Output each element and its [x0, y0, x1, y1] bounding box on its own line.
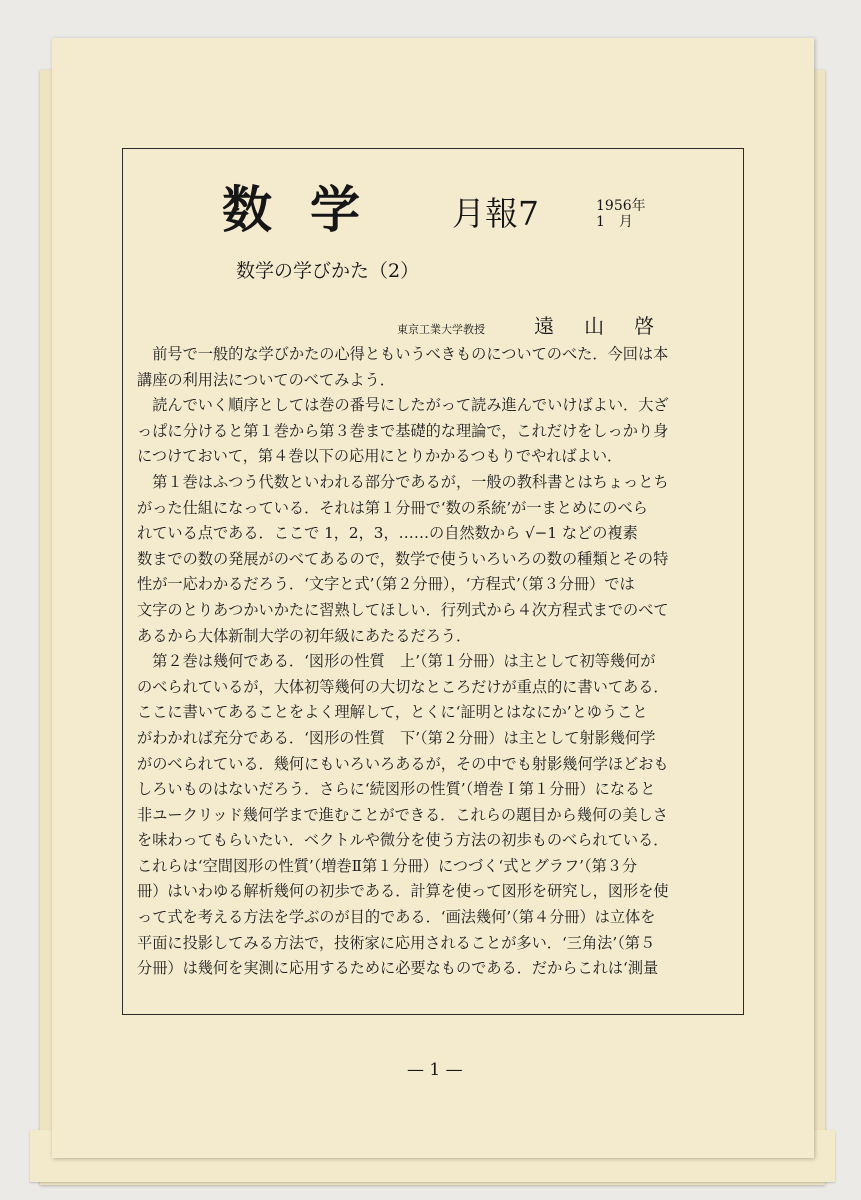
- masthead-date: [596, 198, 646, 230]
- masthead-issue: 月報7: [452, 194, 539, 233]
- body-line: を味わってもらいたい．ベクトルや微分を使う方法の初歩ものべられている．: [137, 831, 669, 850]
- body-line: 第１巻はふつう代数といわれる部分であるが，一般の教科書とはちょっとち: [137, 472, 669, 491]
- article-title: 数学の学びかた（2）: [236, 260, 420, 282]
- body-line: っぱに分けると第１巻から第３巻まで基礎的な理論で，これだけをしっかり身: [137, 421, 669, 440]
- author-affiliation: 東京工業大学教授: [397, 323, 485, 336]
- body-line: しろいものはないだろう．さらに‘続図形の性質’（増巻Ｉ第１分冊）になると: [137, 780, 656, 799]
- masthead-month: 1 月: [596, 214, 633, 230]
- body-line: 講座の利用法についてのべてみよう．: [137, 370, 395, 389]
- body-line: 冊）はいわゆる解析幾何の初歩である．計算を使って図形を研究し，図形を使: [137, 882, 669, 901]
- author-line: [397, 310, 684, 339]
- body-line: がわかれば充分である．‘図形の性質 下’（第２分冊）は主として射影幾何学: [137, 728, 656, 747]
- body-line: 読んでいく順序としては巻の番号にしたがって読み進んでいけばよい．大ざ: [137, 396, 669, 415]
- article-body: [137, 342, 741, 982]
- body-line: って式を考える方法を学ぶのが目的である．‘画法幾何’（第４分冊）は立体を: [137, 908, 656, 927]
- masthead-year: 1956年: [596, 198, 646, 214]
- body-line: のべられているが，大体初等幾何の大切なところだけが重点的に書いてある．: [137, 677, 669, 696]
- body-line: 性が一応わかるだろう．‘文字と式’（第２分冊），‘方程式’（第３分冊）では: [137, 575, 635, 594]
- body-line: 平面に投影してみる方法で，技術家に応用されることが多い．‘三角法’（第５: [137, 933, 656, 952]
- body-line: ここに書いてあることをよく理解して，とくに‘証明とはなにか’とゆうこと: [137, 703, 648, 722]
- masthead-title: 数学: [222, 180, 398, 239]
- body-line: がった仕組になっている．それは第１分冊で‘数の系統’が一まとめにのべら: [137, 498, 648, 517]
- body-line: がのべられている．幾何にもいろいろあるが，その中でも射影幾何学ほどおも: [137, 754, 669, 773]
- body-line: れている点である．ここで 1，2，3，……の自然数から √−1 などの複素: [137, 524, 638, 543]
- body-line: 第２巻は幾何である．‘図形の性質 上’（第１分冊）は主として初等幾何が: [137, 652, 656, 671]
- body-line: 前号で一般的な学びかたの心得ともいうべきものについてのべた．今回は本: [137, 345, 669, 363]
- author-name: 遠山啓: [534, 314, 685, 338]
- body-line: これらは‘空間図形の性質’（増巻Ⅱ第１分冊）につづく‘式とグラフ’（第３分: [137, 856, 638, 875]
- body-line: 文字のとりあつかいかたに習熟してほしい．行列式から４次方程式までのべて: [137, 600, 669, 619]
- body-line: 数までの数の発展がのべてあるので，数学で使ういろいろの数の種類とその特: [137, 549, 669, 568]
- body-line: あるから大体新制大学の初年級にあたるだろう．: [137, 626, 472, 645]
- body-line: につけておいて，第４巻以下の応用にとりかかるつもりでやればよい．: [137, 447, 623, 466]
- page-number: — 1 —: [407, 1060, 463, 1080]
- body-line: 非ユークリッド幾何学まで進むことができる．これらの題目から幾何の美しさ: [137, 805, 668, 824]
- body-line: 分冊）は幾何を実測に応用するために必要なものである．だからこれは‘測量: [137, 959, 659, 978]
